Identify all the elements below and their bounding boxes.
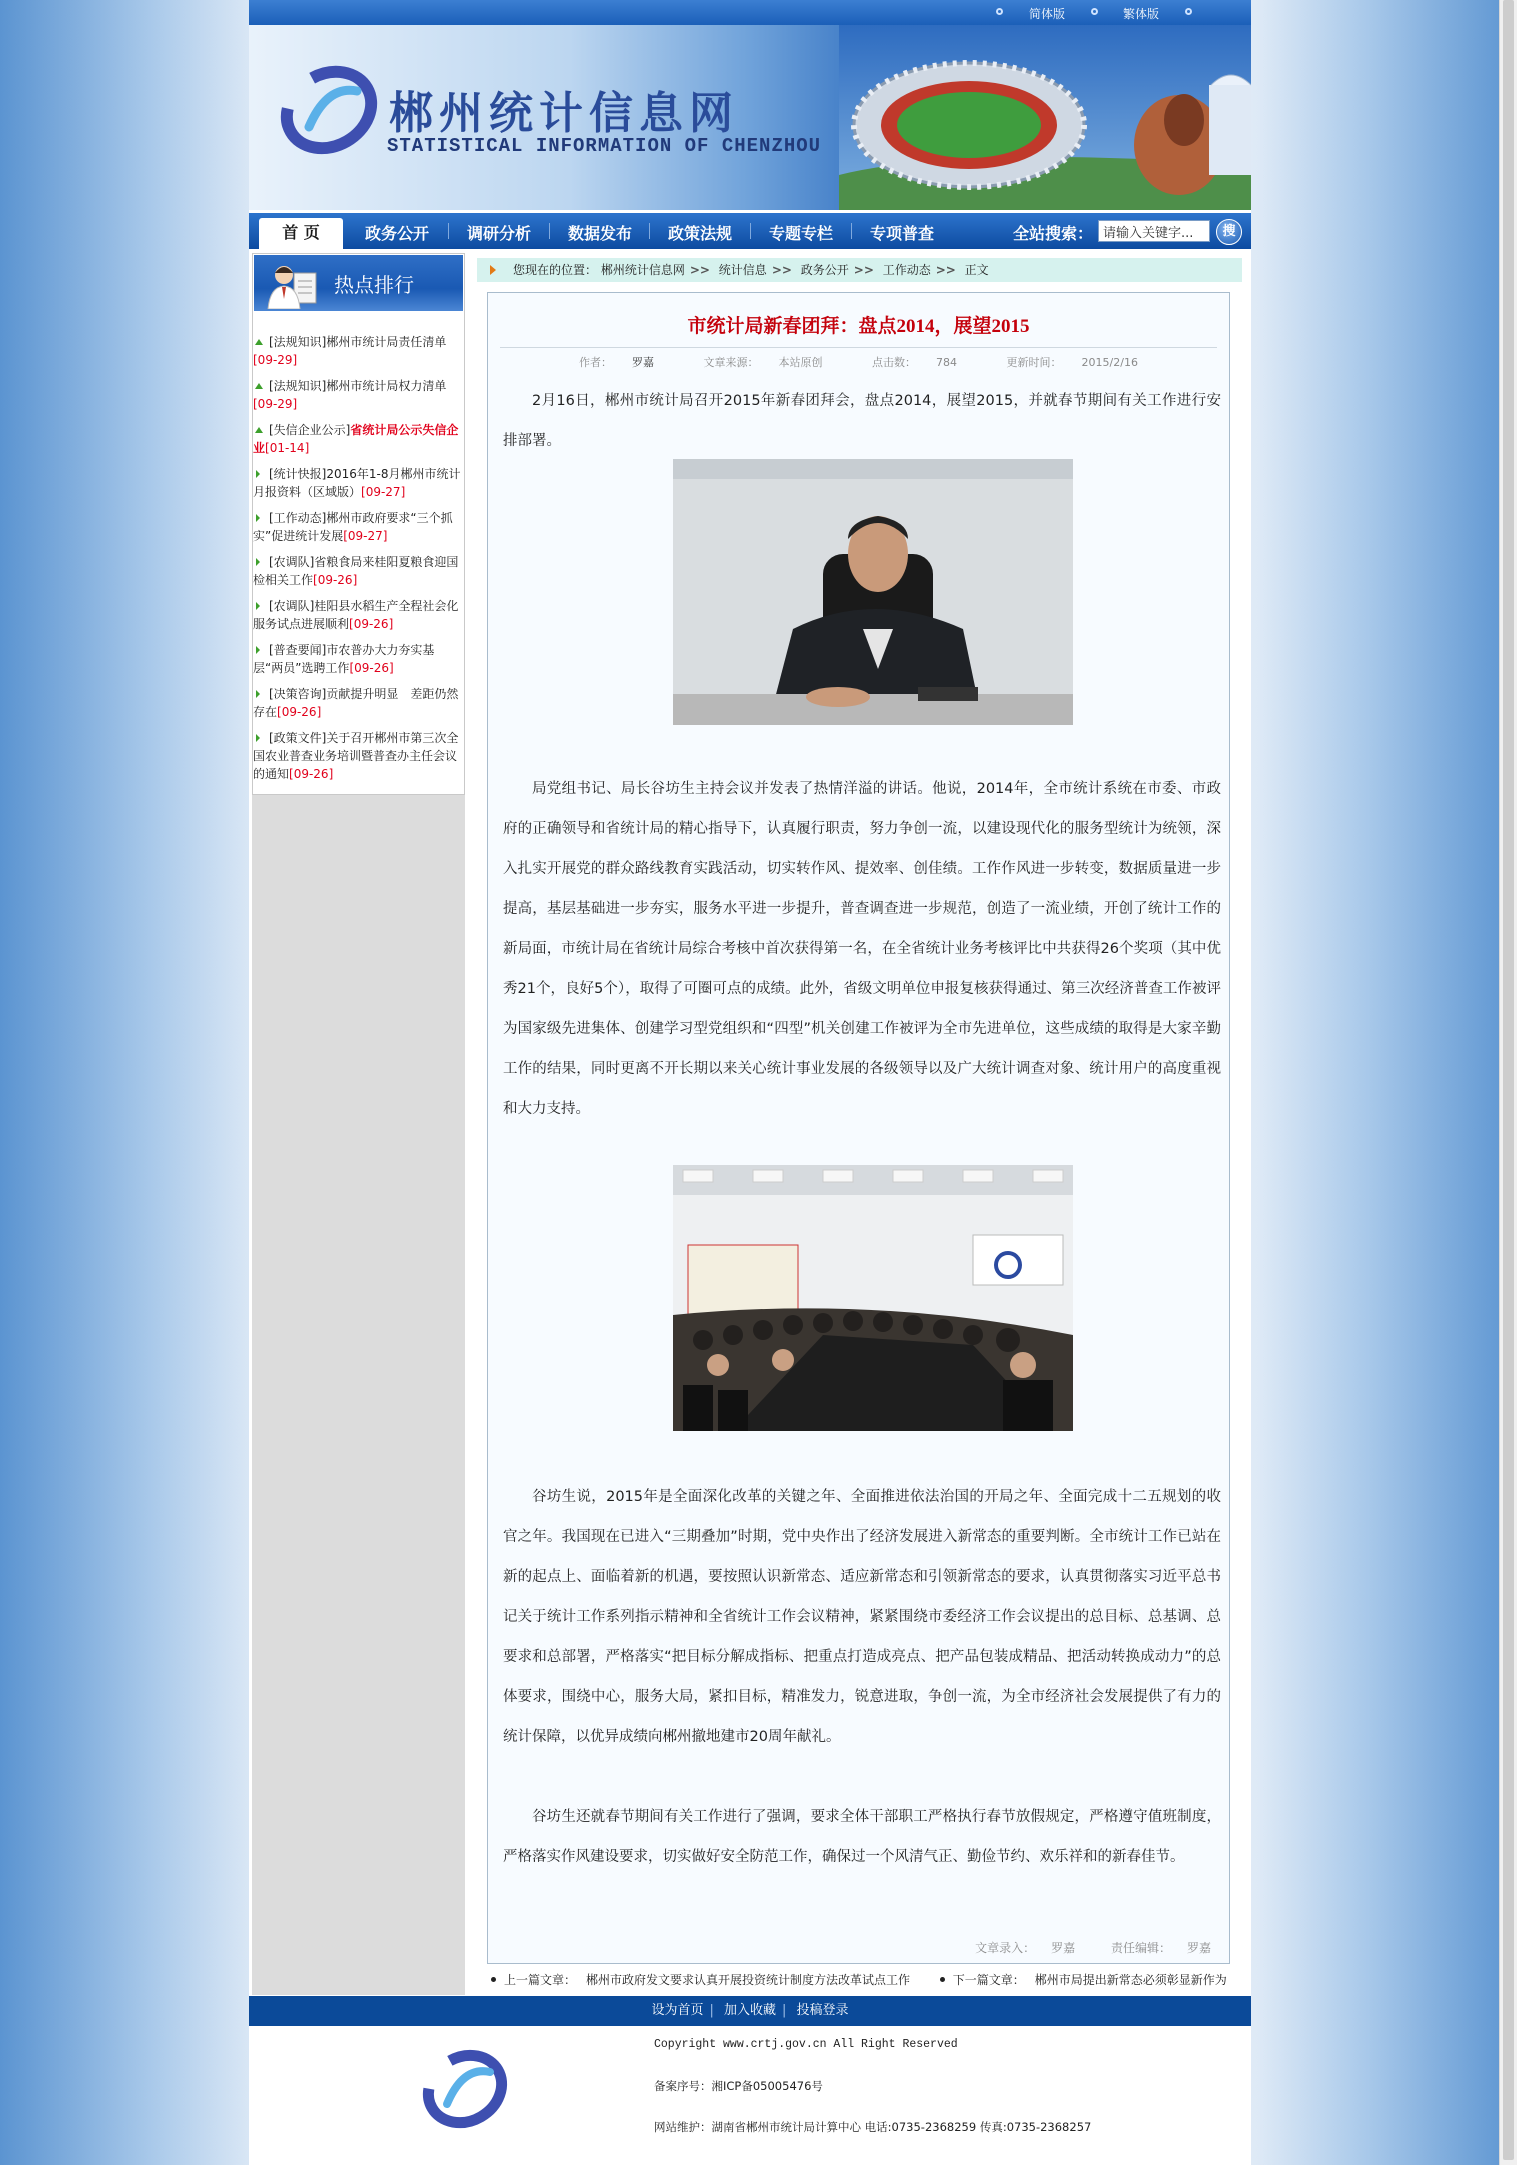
nav-separator <box>649 223 650 239</box>
hot-item[interactable] <box>253 377 464 421</box>
hot-ranking-title: 热点排行 <box>334 273 414 297</box>
hot-item-text: [普查要闻]市农普办大力夯实基层“两员”选聘工作 <box>253 643 435 675</box>
breadcrumb-work-news[interactable]: 工作动态 <box>882 263 931 277</box>
arrow-right-icon <box>256 514 260 522</box>
article-paragraph: 局党组书记、局长谷坊生主持会议并发表了热情洋溢的讲话。他说，2014年，全市统计系统在市委、市政府的正确领导和省统计局的精心指导下，认真履行职责，努力争创一流，以建设现代化的服务型统计为统领，深入扎实开展党的群众路线教育实践活动，切实转作风、提效率、创佳绩。工作作风进一步转变，数据质量进一步提高，基层基础进一步夯实，服务水平进一步提升，普查调查进一步规范，创造了一流业绩，开创了统计工作的新局面，市统计局在省统计局综合考核中首次获得第一名，在全省统计业务考核评比中共获得26个奖项（其中优秀21个，良好5个），取得了可圈可点的成绩。此外，省级文明单位申报复核获得通过、第三次经济普查工作被评为国家级先进集体、创建学习型党组织和“四型”机关创建工作被评为全市先进单位，这些成绩的取得是大家辛勤工作的结果，同时更离不开长期以来关心统计事业发展的各级领导以及广大统计调查对象、统计用户的高度重视和大力支持。 <box>503 781 1221 1117</box>
source-label: 文章来源： <box>703 356 759 369</box>
footer-nav <box>249 1996 1251 2026</box>
nav-research[interactable]: 调研分析 <box>466 224 531 243</box>
arrow-up-icon <box>255 339 263 345</box>
bullet-icon <box>996 8 1003 15</box>
arrow-right-icon <box>256 646 260 654</box>
bullet-icon <box>1185 8 1192 15</box>
prev-label: 上一篇文章： <box>504 1973 577 1987</box>
nav-policies[interactable]: 政策法规 <box>667 224 732 243</box>
nav-separator <box>549 223 550 239</box>
scrollbar-thumb[interactable] <box>1503 0 1514 2160</box>
entry-value: 罗嘉 <box>1051 1941 1076 1955</box>
search-button[interactable]: 搜 <box>1216 219 1242 245</box>
arrow-right-icon <box>256 734 260 742</box>
hot-item-date: [01-14] <box>265 441 310 455</box>
breadcrumb-separator: >> <box>935 263 956 277</box>
hot-item[interactable] <box>253 509 464 553</box>
footer-separator: | <box>782 2003 787 2018</box>
hot-item-text: [政策文件]关于召开郴州市第三次全国农业普查业务培训暨普查办主任会议的通知 <box>253 731 459 781</box>
next-article-link[interactable]: 郴州市局提出新常态必须彰显新作为 <box>1034 1973 1227 1987</box>
nav-separator <box>448 223 449 239</box>
arrow-up-icon <box>255 427 263 433</box>
breadcrumb-current: 正文 <box>964 263 989 277</box>
article-paragraph: 谷坊生说，2015年是全面深化改革的关键之年、全面推进依法治国的开局之年、全面完成十二五规划的收官之年。我国现在已进入“三期叠加”时期，党中央作出了经济发展进入新常态的重要判断。全市统计工作已站在新的起点上、面临着新的机遇，要按照认识新常态、适应新常态和引领新常态的要求，认真贯彻落实习近平总书记关于统计工作系列指示精神和全省统计工作会议精神，紧紧围绕市委经济工作会议提出的总目标、总基调、总要求和总部署，严格落实“把目标分解成指标、把重点打造成亮点、把产品包装成精品、把活动转换成动力”的总体要求，围绕中心，服务大局，紧扣目标，精准发力，锐意进取，争创一流，为全市经济社会发展提供了有力的统计保障，以优异成绩向郴州撤地建市20周年献礼。 <box>503 1489 1221 1745</box>
set-homepage-link[interactable]: 设为首页 <box>651 2003 704 2018</box>
article-paragraph: 谷坊生还就春节期间有关工作进行了强调，要求全体干部职工严格执行春节放假规定，严格遵守值班制度，严格落实作风建设要求，切实做好安全防范工作，确保过一个风清气正、勤俭节约、欢乐祥和的新春佳节。 <box>503 1809 1221 1865</box>
staff-avatar-icon <box>262 259 322 309</box>
site-name: 郴州统计信息网 <box>389 89 739 138</box>
title-divider <box>500 347 1217 348</box>
nav-data-release[interactable]: 数据发布 <box>567 224 632 243</box>
arrow-up-icon <box>255 383 263 389</box>
hot-item-highlight: 省统计局公示失信企业 <box>253 423 459 455</box>
scrollbar[interactable] <box>1499 0 1517 2165</box>
bullet-icon <box>491 1977 496 1982</box>
footer-logo-icon <box>420 2046 510 2132</box>
breadcrumb-separator: >> <box>853 263 874 277</box>
hot-item[interactable] <box>253 729 464 791</box>
hot-ranking-panel <box>252 253 465 795</box>
top-bar <box>249 0 1251 25</box>
nav-home[interactable]: 首 页 <box>259 218 343 249</box>
article <box>487 292 1230 1964</box>
updated-value: 2015/2/16 <box>1081 356 1138 369</box>
hot-item-date: [09-26] <box>313 573 358 587</box>
hot-item[interactable] <box>253 421 464 465</box>
page <box>249 0 1251 2165</box>
icp-text: 备案序号：湘ICP备05005476号 <box>654 2079 823 2093</box>
hot-item-text: [农调队]省粮食局来桂阳夏粮食迎国检相关工作 <box>253 555 459 587</box>
hot-item-date: [09-29] <box>253 353 298 367</box>
stadium-image <box>839 25 1251 210</box>
hot-item-text: [法规知识]郴州市统计局权力清单 <box>269 379 447 393</box>
hot-item-date: [09-26] <box>349 617 394 631</box>
hits-label: 点击数： <box>872 356 917 369</box>
search-input[interactable] <box>1098 220 1210 242</box>
hot-item[interactable] <box>253 553 464 597</box>
hot-item-date: [09-26] <box>277 705 322 719</box>
traditional-chinese-link[interactable]: 繁体版 <box>1123 7 1160 21</box>
hot-item-date: [09-27] <box>361 485 406 499</box>
source-value: 本站原创 <box>778 356 823 369</box>
breadcrumb <box>477 258 1242 282</box>
author-value: 罗嘉 <box>632 356 655 369</box>
maintainer-text: 网站维护：湖南省郴州市统计局计算中心 电话:0735-2368259 传真:0735-2368257 <box>654 2120 1092 2134</box>
hot-item-text: [失信企业公示] <box>269 423 351 437</box>
article-title: 市统计局新春团拜：盘点2014，展望2015 <box>687 316 1030 337</box>
main-nav <box>249 213 1251 249</box>
site-logo-icon <box>279 65 379 155</box>
location-arrow-icon <box>490 265 496 275</box>
copyright-text: Copyright www.crtj.gov.cn All Right Reserved <box>654 2038 958 2051</box>
hot-item-date: [09-26] <box>349 661 394 675</box>
hot-item[interactable] <box>253 597 464 641</box>
site-name-english: STATISTICAL INFORMATION OF CHENZHOU <box>387 135 822 157</box>
bullet-icon <box>940 1977 945 1982</box>
meeting-photo-image <box>673 1165 1073 1431</box>
updated-label: 更新时间： <box>1006 356 1062 369</box>
article-paragraph: 2月16日，郴州市统计局召开2015年新春团拜会，盘点2014，展望2015，并就春节期间有关工作进行安排部署。 <box>503 393 1221 449</box>
nav-special-topics[interactable]: 专题专栏 <box>768 224 833 243</box>
hot-item-text: [决策咨询]贡献提升明显 差距仍然存在 <box>253 687 459 719</box>
entry-label: 文章录入： <box>975 1941 1036 1955</box>
bullet-icon <box>1091 8 1098 15</box>
breadcrumb-separator: >> <box>771 263 792 277</box>
speaker-photo-image <box>673 459 1073 725</box>
sidebar <box>252 253 465 1995</box>
hot-item-text: [工作动态]郴州市政府要求“三个抓实”促进统计发展 <box>253 511 453 543</box>
submit-login-link[interactable]: 投稿登录 <box>796 2003 849 2018</box>
arrow-right-icon <box>256 602 260 610</box>
hot-ranking-list <box>253 333 464 791</box>
simplified-chinese-link[interactable]: 简体版 <box>1029 7 1066 21</box>
breadcrumb-stat-info[interactable]: 统计信息 <box>718 263 767 277</box>
editor-label: 责任编辑： <box>1110 1941 1171 1955</box>
article-photo-speaker <box>673 459 1073 725</box>
breadcrumb-government-affairs[interactable]: 政务公开 <box>800 263 849 277</box>
hot-item[interactable] <box>253 641 464 685</box>
footer <box>249 2026 1251 2165</box>
prev-next-links <box>487 1971 1237 1991</box>
hot-item[interactable] <box>253 333 464 377</box>
hits-value: 784 <box>936 356 958 369</box>
article-footer <box>943 1939 1211 1956</box>
nav-separator <box>851 223 852 239</box>
footer-separator: | <box>709 2003 714 2018</box>
arrow-right-icon <box>256 690 260 698</box>
author-label: 作者： <box>579 356 613 369</box>
hot-ranking-header <box>254 255 463 311</box>
hot-item-text: [法规知识]郴州市统计局责任清单 <box>269 335 447 349</box>
hot-item-date: [09-27] <box>343 529 388 543</box>
add-favorite-link[interactable]: 加入收藏 <box>723 2003 776 2018</box>
nav-government-affairs[interactable]: 政务公开 <box>364 224 429 243</box>
editor-value: 罗嘉 <box>1186 1941 1211 1955</box>
hot-item-text: [统计快报]2016年1-8月郴州市统计月报资料（区域版） <box>253 467 461 499</box>
article-meta <box>488 354 1229 370</box>
hot-item[interactable] <box>253 685 464 729</box>
nav-census[interactable]: 专项普查 <box>869 224 934 243</box>
breadcrumb-separator: >> <box>689 263 710 277</box>
hot-item[interactable] <box>253 465 464 509</box>
hot-item-date: [09-26] <box>289 767 334 781</box>
nav-separator <box>750 223 751 239</box>
search-label: 全站搜索： <box>1013 224 1094 243</box>
breadcrumb-prefix: 您现在的位置： <box>513 263 598 277</box>
hot-item-text: [农调队]桂阳县水稻生产全程社会化服务试点进展顺利 <box>253 599 459 631</box>
hot-item-date: [09-29] <box>253 397 298 411</box>
banner <box>249 25 1251 210</box>
prev-article-link[interactable]: 郴州市政府发文要求认真开展投资统计制度方法改革试点工作 <box>586 1973 911 1987</box>
breadcrumb-home[interactable]: 郴州统计信息网 <box>600 263 685 277</box>
article-photo-meeting <box>673 1165 1073 1431</box>
arrow-right-icon <box>256 470 260 478</box>
arrow-right-icon <box>256 558 260 566</box>
next-label: 下一篇文章： <box>952 1973 1025 1987</box>
